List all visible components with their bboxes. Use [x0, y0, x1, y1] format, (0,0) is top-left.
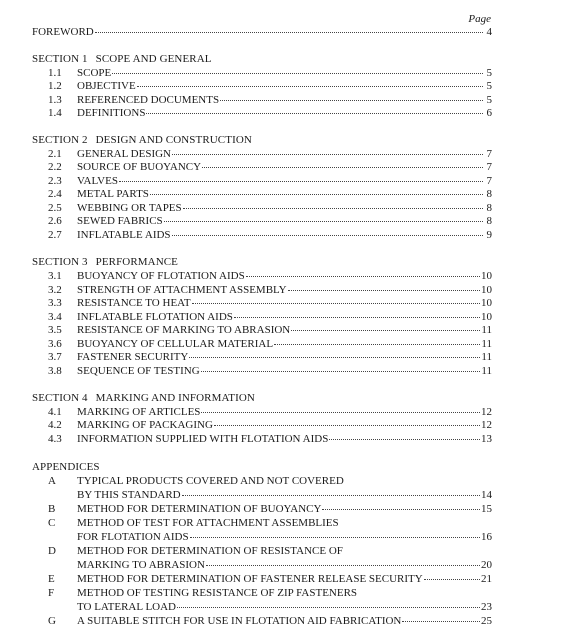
section-title: SCOPE AND GENERAL	[95, 53, 212, 65]
entry-number: 2.7	[48, 229, 62, 241]
toc-entry[interactable]	[32, 161, 492, 174]
entry-title: METHOD FOR DETERMINATION OF BUOYANCY	[77, 503, 322, 515]
entry-page: 11	[481, 365, 492, 377]
entry-number: 1.2	[48, 80, 62, 92]
entry-title: DEFINITIONS	[77, 107, 146, 119]
leader-dots	[112, 73, 483, 74]
entry-number: 1.4	[48, 107, 62, 119]
entry-page: 5	[486, 80, 492, 92]
section-title: PERFORMANCE	[95, 256, 179, 268]
leader-dots	[172, 235, 483, 236]
leader-dots	[288, 290, 480, 291]
leader-dots	[274, 344, 480, 345]
entry-title: SEWED FABRICS	[77, 215, 163, 227]
appendix-entry-a[interactable]	[32, 475, 492, 488]
toc-entry[interactable]	[32, 215, 492, 228]
entry-page: 9	[486, 229, 492, 241]
appendix-letter: A	[48, 475, 56, 487]
leader-dots	[201, 371, 481, 372]
leader-dots	[246, 276, 480, 277]
entry-title: MARKING TO ABRASION	[77, 559, 205, 571]
leader-dots	[214, 425, 480, 426]
leader-dots	[201, 412, 480, 413]
entry-page: 11	[481, 338, 492, 350]
leader-dots	[190, 537, 480, 538]
leader-dots	[220, 100, 483, 101]
leader-dots	[234, 317, 480, 318]
toc-entry[interactable]	[32, 365, 492, 378]
leader-dots	[177, 607, 480, 608]
entry-page: 10	[481, 284, 492, 296]
entry-number: 3.8	[48, 365, 62, 377]
toc-entry[interactable]	[32, 229, 492, 242]
toc-entry[interactable]	[32, 107, 492, 120]
entry-number: 2.5	[48, 202, 62, 214]
toc-entry[interactable]	[32, 188, 492, 201]
entry-title: RESISTANCE OF MARKING TO ABRASION	[77, 324, 291, 336]
entry-number: 4.1	[48, 406, 62, 418]
leader-dots	[146, 113, 483, 114]
appendix-letter: D	[48, 545, 56, 557]
entry-page: 25	[481, 615, 492, 627]
section-title: MARKING AND INFORMATION	[95, 392, 255, 404]
toc-entry[interactable]	[32, 351, 492, 364]
appendix-letter: C	[48, 517, 56, 529]
entry-number: 3.6	[48, 338, 62, 350]
toc-entry[interactable]	[32, 270, 492, 283]
entry-page: 12	[481, 406, 492, 418]
leader-dots	[119, 181, 483, 182]
entry-page: 20	[481, 559, 492, 571]
entry-number: 2.3	[48, 175, 62, 187]
entry-title: SOURCE OF BUOYANCY	[77, 161, 202, 173]
entry-title: METAL PARTS	[77, 188, 149, 200]
appendix-entry-a-cont[interactable]	[32, 489, 492, 502]
entry-page: 6	[486, 107, 492, 119]
entry-page: 10	[481, 297, 492, 309]
section-heading-4	[32, 392, 255, 405]
entry-page: 4	[486, 26, 492, 38]
entry-page: 7	[486, 175, 492, 187]
entry-title: GENERAL DESIGN	[77, 148, 171, 160]
leader-dots	[172, 154, 483, 155]
toc-entry[interactable]	[32, 175, 492, 188]
leader-dots	[202, 167, 483, 168]
appendix-letter: F	[48, 587, 55, 599]
entry-number: 4.2	[48, 419, 62, 431]
entry-page: 7	[486, 161, 492, 173]
appendix-entry-g[interactable]	[32, 615, 492, 628]
entry-title: BUOYANCY OF FLOTATION AIDS	[77, 270, 245, 282]
toc-entry[interactable]	[32, 338, 492, 351]
leader-dots	[95, 32, 483, 33]
entry-title: REFERENCED DOCUMENTS	[77, 94, 220, 106]
appendix-entry-f-cont[interactable]	[32, 601, 492, 614]
entry-title: VALVES	[77, 175, 118, 187]
section-label: SECTION 3	[32, 256, 88, 268]
leader-dots	[189, 357, 480, 358]
entry-number: 3.7	[48, 351, 62, 363]
section-heading-2	[32, 134, 252, 147]
appendix-letter: G	[48, 615, 56, 627]
entry-page: 11	[481, 324, 492, 336]
entry-number: 3.5	[48, 324, 62, 336]
toc-entry[interactable]	[32, 406, 492, 419]
entry-title: FASTENER SECURITY	[77, 351, 189, 363]
entry-number: 2.4	[48, 188, 62, 200]
entry-page: 8	[486, 188, 492, 200]
entry-page: 8	[486, 202, 492, 214]
entry-page: 10	[481, 270, 492, 282]
section-heading-1	[32, 53, 212, 66]
entry-page: 15	[481, 503, 492, 515]
entry-number: 2.2	[48, 161, 62, 173]
section-label: SECTION 4	[32, 392, 88, 404]
leader-dots	[182, 495, 480, 496]
toc-entry[interactable]	[32, 433, 492, 446]
entry-title: RESISTANCE TO HEAT	[77, 297, 191, 309]
section-title: DESIGN AND CONSTRUCTION	[95, 134, 252, 146]
entry-title: INFLATABLE AIDS	[77, 229, 171, 241]
entry-title: FOR FLOTATION AIDS	[77, 531, 189, 543]
entry-title: MARKING OF PACKAGING	[77, 419, 213, 431]
entry-number: 1.3	[48, 94, 62, 106]
entry-page: 11	[481, 351, 492, 363]
entry-title: MARKING OF ARTICLES	[77, 406, 201, 418]
entry-page: 5	[486, 67, 492, 79]
appendix-title-line1: TYPICAL PRODUCTS COVERED AND NOT COVERED	[77, 475, 344, 487]
appendix-entry-f[interactable]	[32, 587, 492, 600]
leader-dots	[402, 621, 480, 622]
entry-title: SEQUENCE OF TESTING	[77, 365, 200, 377]
appendix-letter: E	[48, 573, 55, 585]
section-heading-3	[32, 256, 178, 269]
page-column-label: Page	[468, 13, 491, 25]
entry-title: BUOYANCY OF CELLULAR MATERIAL	[77, 338, 274, 350]
leader-dots	[329, 439, 480, 440]
toc-entry[interactable]	[32, 297, 492, 310]
toc-entry[interactable]	[32, 324, 492, 337]
leader-dots	[150, 194, 483, 195]
appendix-title-line1: METHOD OF TEST FOR ATTACHMENT ASSEMBLIES	[77, 517, 339, 529]
appendix-title-line1: METHOD FOR DETERMINATION OF RESISTANCE OF	[77, 545, 343, 557]
appendix-entry-d-cont[interactable]	[32, 559, 492, 572]
entry-title: BY THIS STANDARD	[77, 489, 181, 501]
entry-title: INFORMATION SUPPLIED WITH FLOTATION AIDS	[77, 433, 329, 445]
leader-dots	[192, 303, 480, 304]
entry-title: INFLATABLE FLOTATION AIDS	[77, 311, 233, 323]
entry-number: 3.2	[48, 284, 62, 296]
entry-number: 2.1	[48, 148, 62, 160]
entry-page: 14	[481, 489, 492, 501]
toc-entry[interactable]	[32, 284, 492, 297]
toc-entry[interactable]	[32, 94, 492, 107]
toc-entry[interactable]	[32, 311, 492, 324]
section-label: SECTION 2	[32, 134, 88, 146]
appendices-heading: APPENDICES	[32, 461, 100, 473]
appendix-letter: B	[48, 503, 56, 515]
entry-title: A SUITABLE STITCH FOR USE IN FLOTATION AID FABRICATION	[77, 615, 402, 627]
toc-entry-foreword[interactable]	[32, 26, 492, 39]
entry-page: 16	[481, 531, 492, 543]
leader-dots	[164, 221, 483, 222]
entry-title: WEBBING OR TAPES	[77, 202, 182, 214]
entry-title: SCOPE	[77, 67, 112, 79]
entry-page: 7	[486, 148, 492, 160]
entry-title: TO LATERAL LOAD	[77, 601, 176, 613]
entry-title: OBJECTIVE	[77, 80, 136, 92]
appendix-entry-d[interactable]	[32, 545, 492, 558]
appendix-entry-b[interactable]	[32, 503, 492, 516]
appendix-title-line1: METHOD OF TESTING RESISTANCE OF ZIP FASTENERS	[77, 587, 358, 599]
entry-number: 3.4	[48, 311, 62, 323]
entry-title: METHOD FOR DETERMINATION OF FASTENER RELEASE SECURITY	[77, 573, 423, 585]
entry-number: 3.3	[48, 297, 62, 309]
leader-dots	[291, 330, 480, 331]
leader-dots	[206, 565, 480, 566]
appendix-entry-c-cont[interactable]	[32, 531, 492, 544]
entry-page: 23	[481, 601, 492, 613]
entry-number: 4.3	[48, 433, 62, 445]
entry-page: 8	[486, 215, 492, 227]
toc-entry[interactable]	[32, 419, 492, 432]
toc-entry[interactable]	[32, 67, 492, 80]
entry-title: STRENGTH OF ATTACHMENT ASSEMBLY	[77, 284, 287, 296]
entry-number: 3.1	[48, 270, 62, 282]
leader-dots	[183, 208, 483, 209]
entry-page: 21	[481, 573, 492, 585]
entry-number: 1.1	[48, 67, 62, 79]
leader-dots	[424, 579, 480, 580]
toc-entry[interactable]	[32, 148, 492, 161]
toc-entry[interactable]	[32, 202, 492, 215]
toc-entry[interactable]	[32, 80, 492, 93]
entry-number: 2.6	[48, 215, 62, 227]
entry-page: 12	[481, 419, 492, 431]
entry-page: 5	[486, 94, 492, 106]
appendix-entry-e[interactable]	[32, 573, 492, 586]
entry-page: 13	[481, 433, 492, 445]
entry-page: 10	[481, 311, 492, 323]
section-label: SECTION 1	[32, 53, 88, 65]
appendix-entry-c[interactable]	[32, 517, 492, 530]
leader-dots	[137, 86, 483, 87]
leader-dots	[322, 509, 480, 510]
entry-title: FOREWORD	[32, 26, 94, 38]
